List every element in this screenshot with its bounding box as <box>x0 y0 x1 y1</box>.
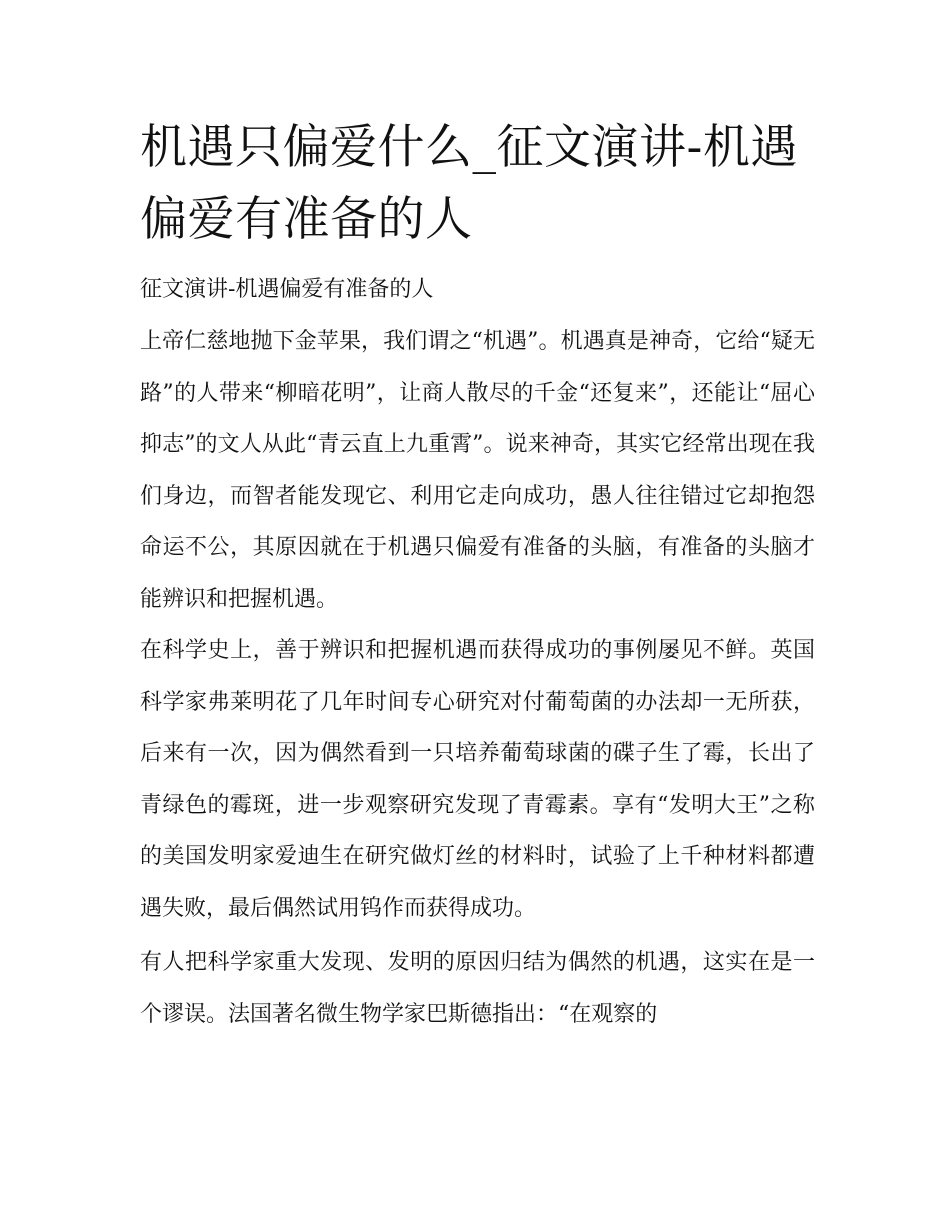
paragraph-3: 有人把科学家重大发现、发明的原因归结为偶然的机遇，这实在是一个谬误。法国著名微生物学家巴斯德指出：“在观察的 <box>140 950 815 1027</box>
document-page <box>140 112 815 1040</box>
document-subtitle: 征文演讲-机遇偏爱有准备的人 <box>140 277 434 302</box>
document-title: 机遇只偏爱什么_征文演讲-机遇偏爱有准备的人 <box>140 120 798 247</box>
paragraph-1: 上帝仁慈地抛下金苹果，我们谓之“机遇”。机遇真是神奇，它给“疑无路”的人带来“柳暗花明”，让商人散尽的千金“还复来”，还能让“屈心抑志”的文人从此“青云直上九重霄”。说来神奇，其实它经常出现在我们身边，而智者能发现它、利用它走向成功，愚人往往错过它却抱怨命运不公，其原因就在于机遇只偏爱有准备的头脑，有准备的头脑才能辨识和把握机遇。 <box>140 329 815 612</box>
paragraph-2: 在科学史上，善于辨识和把握机遇而获得成功的事例屡见不鲜。英国科学家弗莱明花了几年时间专心研究对付葡萄菌的办法却一无所获，后来有一次，因为偶然看到一只培养葡萄球菌的碟子生了霉，长出了青绿色的霉斑，进一步观察研究发现了青霉素。享有“发明大王”之称的美国发明家爱迪生在研究做灯丝的材料时，试验了上千种材料都遭遇失败，最后偶然试用钨作而获得成功。 <box>140 638 815 921</box>
